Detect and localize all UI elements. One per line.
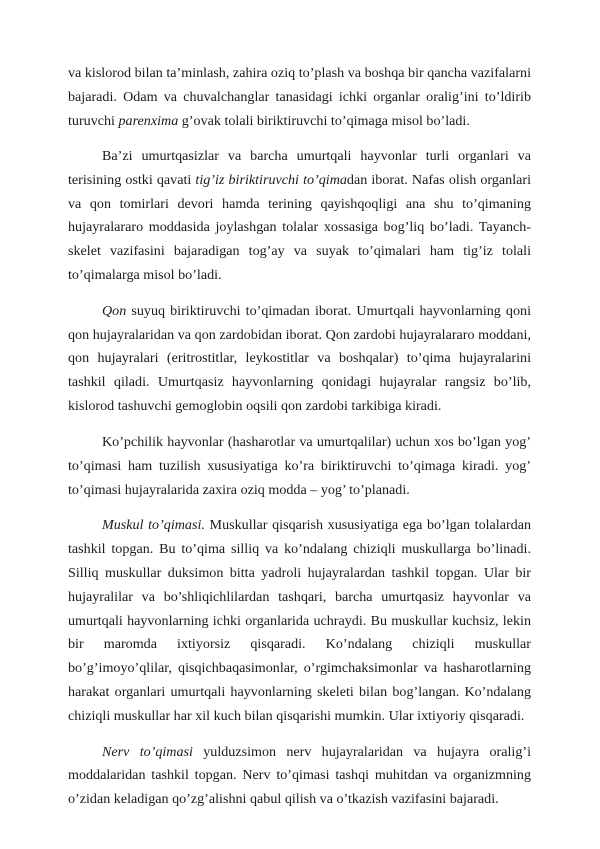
italic-term: Muskul to’qimasi.	[102, 516, 205, 533]
paragraph-parenchyma	[68, 62, 531, 134]
text-run: suyuq biriktiruvchi to’qimadan iborat. Umurtqali hayvonlarning qoni qon hujayralaridan va qon zardobidan iborat. Qon zardobi hujayralararo moddani, qon hujayralari (eritrostitlar, leykostitlar va boshqalar) to’qima hujayralarini tashkil qiladi. Umurtqasiz hayvonlarning qonidagi hujayralar rangsiz bo’lib, kislorod tashuvchi gemoglobin oqsili qon zardobi tarkibiga kiradi.	[68, 302, 531, 415]
paragraph-dense-connective	[68, 145, 531, 288]
italic-term: parenxima	[118, 112, 179, 129]
text-run: Ba’zi umurtqasizlar va barcha umurtqali hayvonlar turli organlari va terisining ostki qavati	[68, 147, 531, 188]
paragraph-muscle-tissue	[68, 514, 531, 729]
text-run: yulduzsimon nerv hujayralaridan va hujayra oralig’i moddalaridan tashkil topgan. Nerv to’qimasi tashqi muhitdan va organizmning o’zidan keladigan qo’zg’alishni qabul qilish va o’tkazish vazifasini bajaradi.	[68, 743, 531, 808]
italic-term: Nerv to’qimasi	[102, 743, 193, 760]
text-run: Muskullar qisqarish xususiyatiga ega bo’lgan tolalardan tashkil topgan. Bu to’qima silliq va ko’ndalang chiziqli muskullarga bo’linadi. Silliq muskullar duksimon bitta yadroli hujayralardan tashkil topgan. Ular bir hujayralilar va bo’shliqichlilardan tashqari, barcha umurtqasiz hayvonlar va umurtqali hayvonlarning ichki organlarida uchraydi. Bu muskullar kuchsiz, lekin bir maromda ixtiyorsiz qisqaradi. Ko’ndalang chiziqli muskullar bo’g’imoyo’qlilar, qisqichbaqasimonlar, o’rgimchaksimonlar va hasharotlarning harakat organlari umurtqali hayvonlarning skeleti bilan bog’langan. Ko’ndalang chiziqli muskullar har xil kuch bilan qisqarishi mumkin. Ular ixtiyoriy qisqaradi.	[68, 516, 532, 725]
paragraph-fat-tissue	[68, 431, 531, 503]
paragraph-blood	[68, 300, 531, 420]
paragraph-nerve-tissue	[68, 741, 531, 813]
text-run: Ko’pchilik hayvonlar (hasharotlar va umurtqalilar) uchun xos bo’lgan yog’ to’qimasi ham tuzilish xususiyatiga ko’ra biriktiruvchi to’qimaga kiradi. yog’ to’qimasi hujayralarida zaxira oziq modda – yog’ to’planadi.	[68, 433, 531, 498]
body-text	[68, 62, 531, 824]
italic-term: tig’iz biriktiruvchi to’qima	[195, 171, 347, 188]
text-run: va kislorod bilan ta’minlash, zahira oziq to’plash va boshqa bir qancha vazifalarni bajaradi. Odam va chuvalchanglar tanasidagi ichki organlar oralig’ini to’ldirib turuvchi	[68, 65, 531, 129]
italic-term: Qon	[102, 302, 127, 319]
text-run: dan iborat. Nafas olish organlari va qon tomirlari devori hamda terining qayishqoqligi ana shu to’qimaning hujayralararo moddasida joylashgan tolalar xossasiga bog’liq bo’ladi. Tayanch-skelet vazifasini bajaradigan tog’ay va suyak to’qimalari ham tig’iz tolali to’qimalarga misol bo’ladi.	[68, 171, 532, 284]
text-run: g’ovak tolali biriktiruvchi to’qimaga misol bo’ladi.	[178, 112, 470, 129]
